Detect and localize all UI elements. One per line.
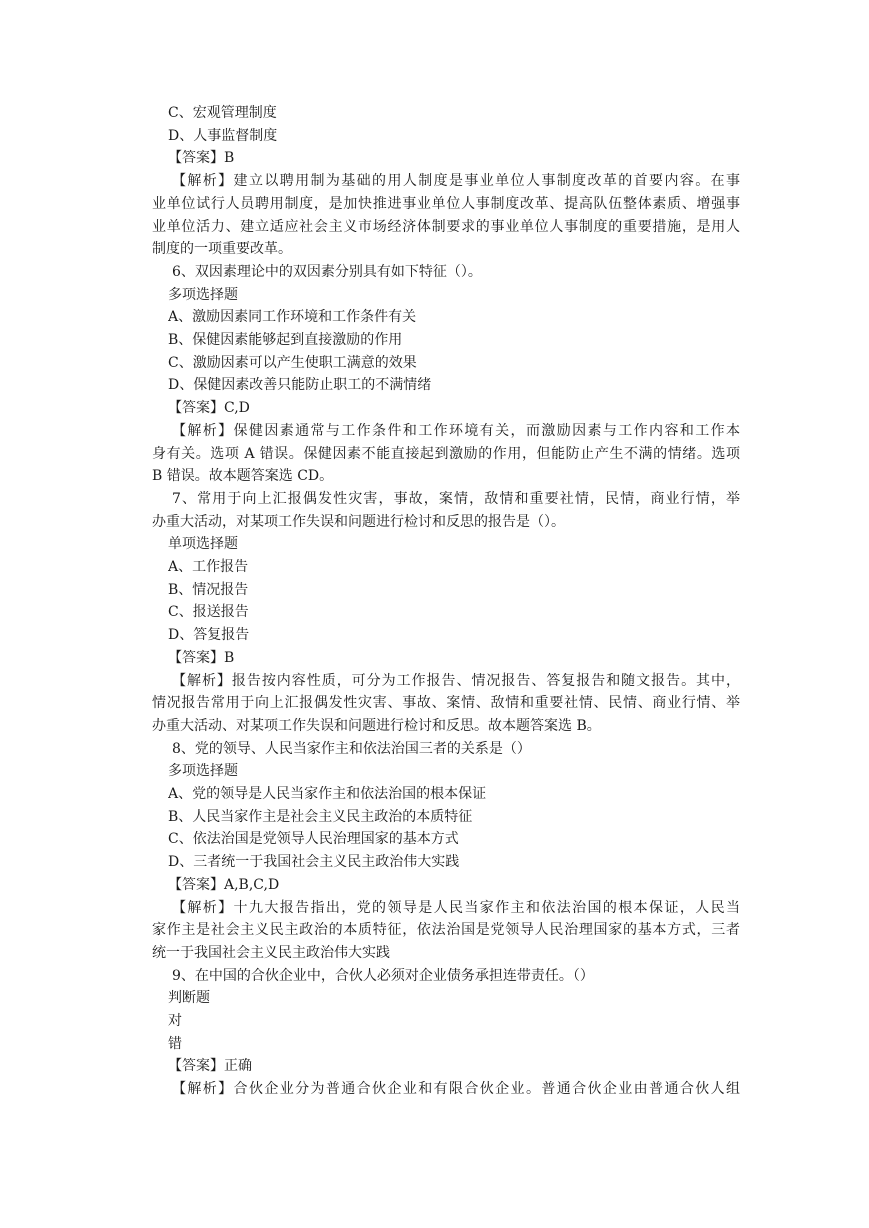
text-line: D、保健因素改善只能防止职工的不满情绪 (168, 377, 432, 394)
text-line: 判断题 (168, 990, 210, 1007)
text-line: 【答案】正确 (168, 1058, 252, 1075)
text-line: 情况报告常用于向上汇报偶发性灾害、事故、案情、敌情和重要社情、民情、商业行情、举 (152, 695, 740, 712)
text-line: 办重大活动、对某项工作失误和问题进行检讨和反思。故本题答案选 B。 (152, 717, 601, 734)
text-line: C、宏观管理制度 (168, 105, 277, 121)
text-line: 8、党的领导、人民当家作主和依法治国三者的关系是（） (172, 740, 531, 757)
text-line: B 错误。故本题答案选 CD。 (152, 468, 334, 485)
text-line: 统一于我国社会主义民主政治伟大实践 (152, 944, 390, 961)
text-line: D、三者统一于我国社会主义民主政治伟大实践 (168, 854, 460, 871)
text-line: B、人民当家作主是社会主义民主政治的本质特征 (168, 808, 473, 825)
text-line: A、工作报告 (168, 559, 249, 575)
text-line: 【解析】保健因素通常与工作条件和工作环境有关，而激励因素与工作内容和工作本 (172, 422, 740, 439)
text-line: 【解析】十九大报告指出，党的领导是人民当家作主和依法治国的根本保证，人民当 (172, 899, 740, 916)
text-line: 7、常用于向上汇报偶发性灾害，事故，案情，敌情和重要社情，民情，商业行情，举 (172, 490, 740, 507)
text-line: 制度的一项重要改革。 (152, 241, 292, 258)
text-line: 【答案】A,B,C,D (168, 876, 280, 893)
text-line: B、情况报告 (168, 581, 249, 598)
text-line: 多项选择题 (168, 286, 238, 303)
text-line: 【答案】B (168, 150, 235, 167)
text-line: 对 (168, 1013, 182, 1029)
text-line: 业单位活力、建立适应社会主义市场经济体制要求的事业单位人事制度的重要措施，是用人 (152, 218, 740, 235)
text-line: D、答复报告 (168, 627, 250, 644)
text-line: C、依法治国是党领导人民治理国家的基本方式 (168, 831, 459, 848)
text-line: 【解析】建立以聘用制为基础的用人制度是事业单位人事制度改革的首要内容。在事 (172, 173, 740, 190)
text-line: A、激励因素同工作环境和工作条件有关 (168, 309, 417, 326)
text-line: 【答案】C,D (168, 400, 250, 417)
text-line: 办重大活动，对某项工作失误和问题进行检讨和反思的报告是（）。 (152, 513, 565, 530)
text-line: 身有关。选项 A 错误。保健因素不能直接起到激励的作用，但能防止产生不满的情绪。选项 (152, 445, 740, 462)
text-line: 家作主是社会主义民主政治的本质特征，依法治国是党领导人民治理国家的基本方式，三者 (152, 922, 740, 939)
text-line: C、报送报告 (168, 604, 249, 621)
text-line: 【答案】B (168, 649, 235, 666)
text-line: 错 (168, 1035, 182, 1052)
text-line: 单项选择题 (168, 536, 238, 553)
text-line: 9、在中国的合伙企业中，合伙人必须对企业债务承担连带责任。（） (172, 967, 594, 984)
text-line: D、人事监督制度 (168, 127, 278, 144)
text-line: A、党的领导是人民当家作主和依法治国的根本保证 (168, 786, 487, 802)
text-line: B、保健因素能够起到直接激励的作用 (168, 332, 403, 348)
text-line: 多项选择题 (168, 763, 238, 780)
text-line: 【解析】合伙企业分为普通合伙企业和有限合伙企业。普通合伙企业由普通合伙人组 (172, 1081, 740, 1098)
text-line: 【解析】报告按内容性质，可分为工作报告、情况报告、答复报告和随文报告。其中， (172, 672, 740, 689)
text-line: C、激励因素可以产生使职工满意的效果 (168, 354, 417, 371)
text-line: 业单位试行人员聘用制度，是加快推进事业单位人事制度改革、提高队伍整体素质、增强事 (152, 195, 740, 212)
text-line: 6、双因素理论中的双因素分别具有如下特征（）。 (172, 263, 482, 280)
